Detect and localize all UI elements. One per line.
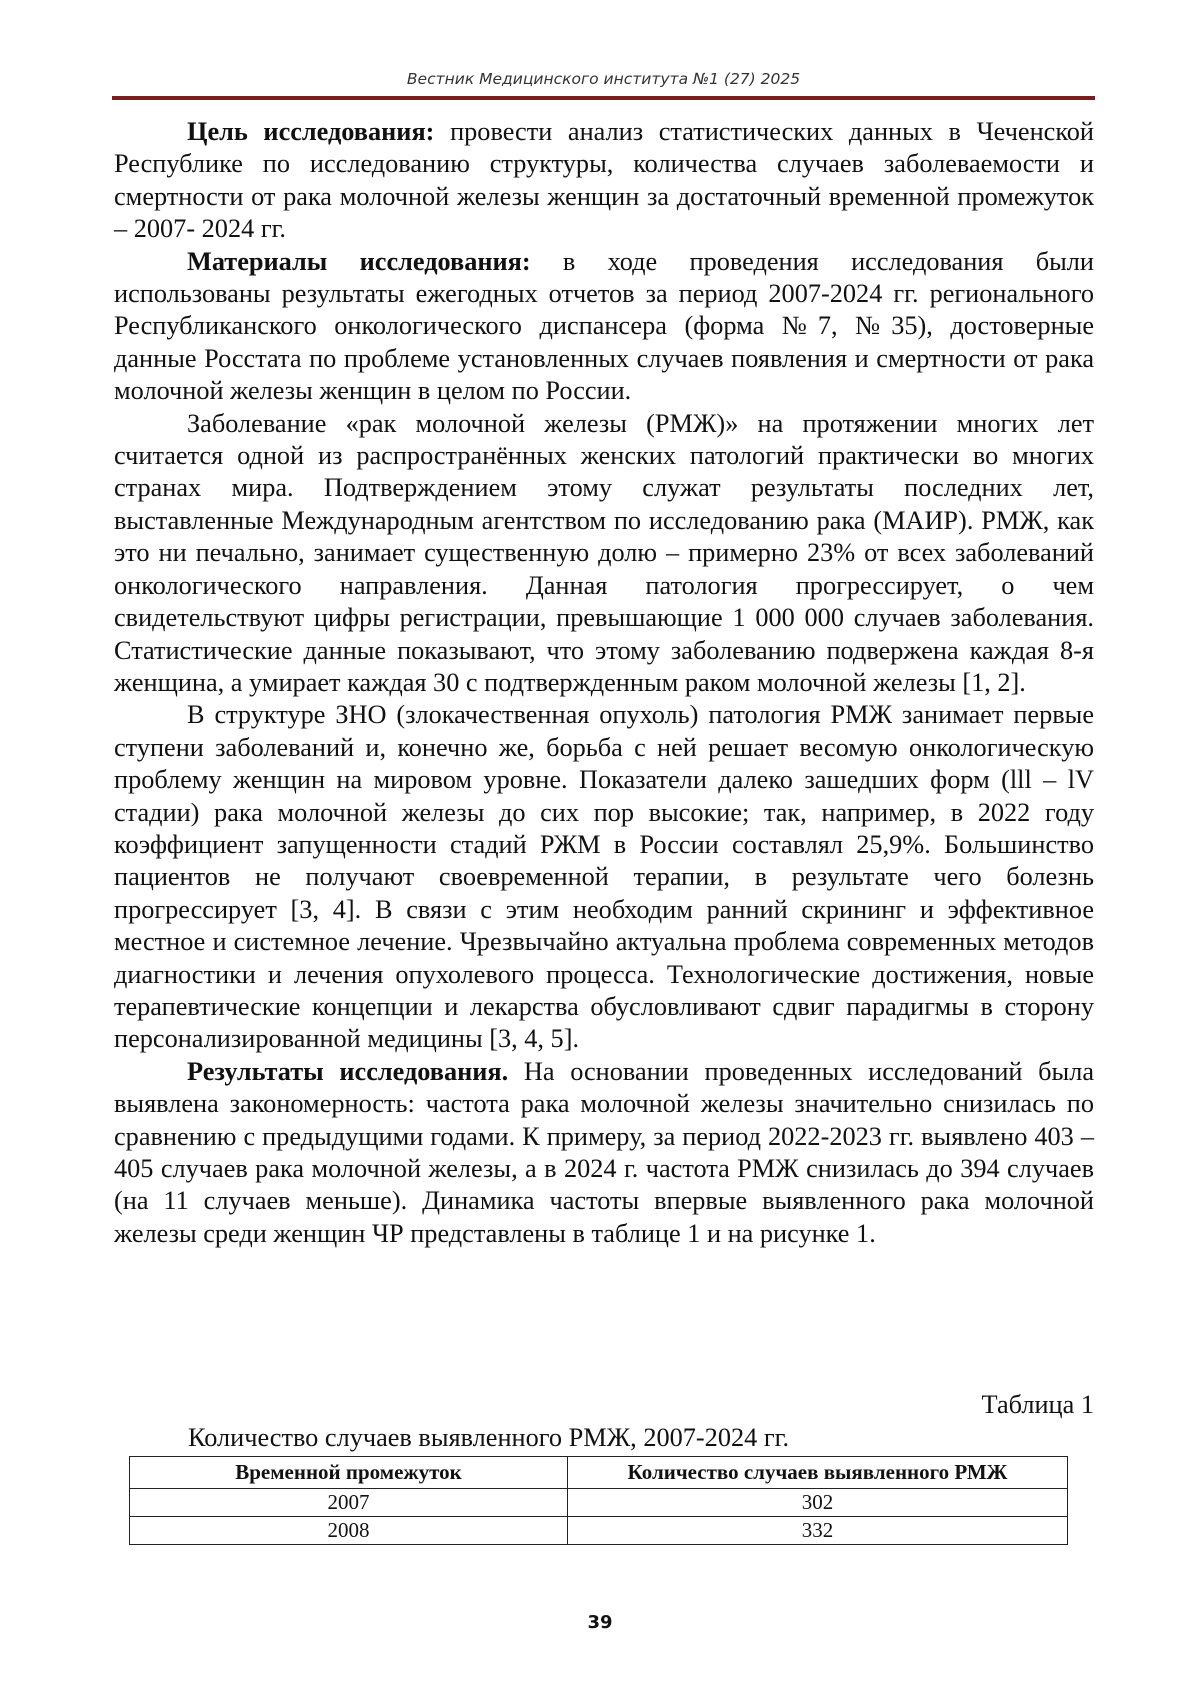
paragraph-results bbox=[114, 1056, 1094, 1250]
paragraph-intro bbox=[114, 408, 1094, 700]
paragraph-text: провести анализ статистических данных в Чеченской Республике по исследованию структуры, количества случаев заболеваемости и смертности от рака молочной железы женщин за достаточный временной промежуток – 2007- 2024 гг. bbox=[114, 117, 1094, 244]
paragraph-lead: Материалы исследования: bbox=[187, 246, 531, 276]
article-body bbox=[114, 116, 1094, 1250]
paragraph-lead: Цель исследования: bbox=[187, 117, 435, 146]
table-title: Количество случаев выявленного РМЖ, 2007-2024 гг. bbox=[188, 1423, 790, 1452]
column-header-period: Временной промежуток bbox=[130, 1457, 568, 1489]
paragraph-materials bbox=[114, 246, 1094, 408]
table-row bbox=[130, 1517, 1068, 1545]
table-row bbox=[130, 1489, 1068, 1517]
paragraph-text: На основании проведенных исследований была выявлена закономерность: частота рака молочной железы значительно снизилась по сравнению с предыдущими годами. К примеру, за период 2022-2023 гг. выявлено 403 – 405 случаев рака молочной железы, а в 2024 г. частота РМЖ снизилась до 394 случаев (на 11 случаев меньше). Динамика частоты впервые выявленного рака молочной железы среди женщин ЧР представлены в таблице 1 и на рисунке 1. bbox=[114, 1056, 1095, 1248]
page-number: 39 bbox=[587, 1612, 613, 1633]
table-header-row bbox=[130, 1457, 1068, 1489]
table-cell-cases: 332 bbox=[568, 1517, 1068, 1545]
paragraph-lead: Результаты исследования. bbox=[187, 1056, 509, 1086]
table-label: Таблица 1 bbox=[981, 1390, 1094, 1419]
paragraph-text: в ходе проведения исследования были использованы результаты ежегодных отчетов за период 2007-2024 гг. регионального Республиканского онкологического диспансера (форма №7, №35), достоверные данные Росстата по проблеме установленных случаев появления и смертности от рака молочной железы женщин в целом по России. bbox=[114, 246, 1094, 406]
paragraph-aim bbox=[114, 116, 1094, 246]
cases-table bbox=[129, 1456, 1068, 1545]
paragraph-structure bbox=[114, 699, 1094, 1055]
table-cell-cases: 302 bbox=[568, 1489, 1068, 1517]
journal-header: Вестник Медицинского института №1 (27) 2025 bbox=[406, 70, 801, 88]
column-header-cases: Количество случаев выявленного РМЖ bbox=[568, 1457, 1068, 1489]
paragraph-text: Заболевание «рак молочной железы (РМЖ)» на протяжении многих лет считается одной из распространённых женских патологий практически во многих странах мира. Подтверждением этому служат результаты последних лет, выставленные Международным агентством по исследованию рака (МАИР). РМЖ, как это ни печально, занимает существенную долю – примерно 23% от всех заболеваний онкологического направления. Данная патология прогрессирует, о чем свидетельствуют цифры регистрации, превышающие 1 000 000 случаев заболевания. Статистические данные показывают, что этому заболеванию подвержена каждая 8-я женщина, а умирает каждая 30 с подтвержденным раком молочной железы [1, 2]. bbox=[114, 408, 1094, 697]
paragraph-text: В структуре ЗНО (злокачественная опухоль) патология РМЖ занимает первые ступени заболеваний и, конечно же, борьба с ней решает весомую онкологическую проблему женщин на мировом уровне. Показатели далеко зашедших форм (lll – lV стадии) рака молочной железы до сих пор высокие; так, например, в 2022 году коэффициент запущенности стадий РЖМ в России составлял 25,9%. Большинство пациентов не получают своевременной терапии, в результате чего болезнь прогрессирует [3, 4]. В связи с этим необходим ранний скрининг и эффективное местное и системное лечение. Чрезвычайно актуальна проблема современных методов диагностики и лечения опухолевого процесса. Технологические достижения, новые терапевтические концепции и лекарства обусловливают сдвиг парадигмы в сторону персонализированной медицины [3, 4, 5]. bbox=[114, 700, 1094, 1054]
table-cell-year: 2008 bbox=[130, 1517, 568, 1545]
table-cell-year: 2007 bbox=[130, 1489, 568, 1517]
header-divider bbox=[112, 96, 1095, 100]
